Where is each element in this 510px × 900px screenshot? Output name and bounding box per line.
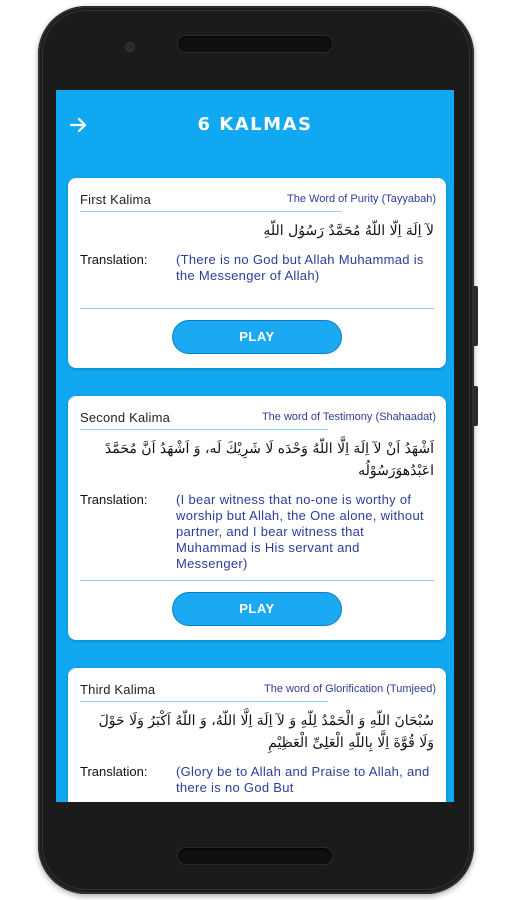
app-screen [56,90,454,802]
power-button [474,286,478,346]
bottom-speaker [178,848,332,864]
divider [80,211,342,212]
translation-text: (There is no God but Allah Muhammad is the Messenger of Allah) [176,252,424,283]
arabic-text: اَشْهَدُ اَنْ لآ اِلَهَ اِلَّا اللّهُ وَحْدَه لَا شَرِيْكَ لَه، وَ اَشْهَدُ اَنَّ مُحَمَّدً اعَبْدُهوَرَسُوْلُه [104,441,434,479]
arabic-text: سُبْحَانَ اللّهِ وَ الْحَمْدُ لِلّهِ وَ لآ اِلَهَ اِلَّا اللّهُ، وَ اللّهُ اَكْبَرُ وَلَا حَوْلَ وَلَا قُوَّةَ اِلَّا بِاللّهِ الْعَلِیِّ الْعَظِيْمِ [98,713,434,751]
translation-text: (I bear witness that no-one is worthy of worship but Allah, the One alone, without partner, and I bear witness that Muhammad is His servant and Messenger) [176,492,424,571]
arabic-text: لآ اِلَهَ اِلّا اللّهُ مُحَمَّدٌ رَسُوُل اللّهِ [263,223,434,239]
translation-label: Translation: [80,764,148,779]
kalima-card-2 [68,396,446,640]
kalima-subtitle: The word of Testimony (Shahaadat) [261,411,436,423]
translation-label: Translation: [80,252,148,267]
play-button[interactable]: PLAY [172,592,342,626]
app-toolbar [56,90,454,160]
kalima-name: Third Kalima [80,682,156,697]
play-button[interactable]: PLAY [172,320,342,354]
kalima-subtitle: The Word of Purity (Tayyabah) [287,193,436,205]
divider [80,701,328,702]
kalima-name: Second Kalima [80,410,171,425]
translation-text: (Glory be to Allah and Praise to Allah, and there is no God But [176,764,430,795]
volume-button [474,386,478,426]
kalima-subtitle: The word of Glorification (Tumjeed) [264,683,436,695]
divider [80,308,434,309]
kalima-card-1 [68,178,446,368]
front-camera [126,43,134,51]
earpiece-speaker [178,36,332,52]
divider [80,429,328,430]
divider [80,580,434,581]
page-title: 6 KALMAS [197,114,313,135]
kalima-name: First Kalima [80,192,152,207]
kalima-card-3 [68,668,446,802]
translation-label: Translation: [80,492,148,507]
